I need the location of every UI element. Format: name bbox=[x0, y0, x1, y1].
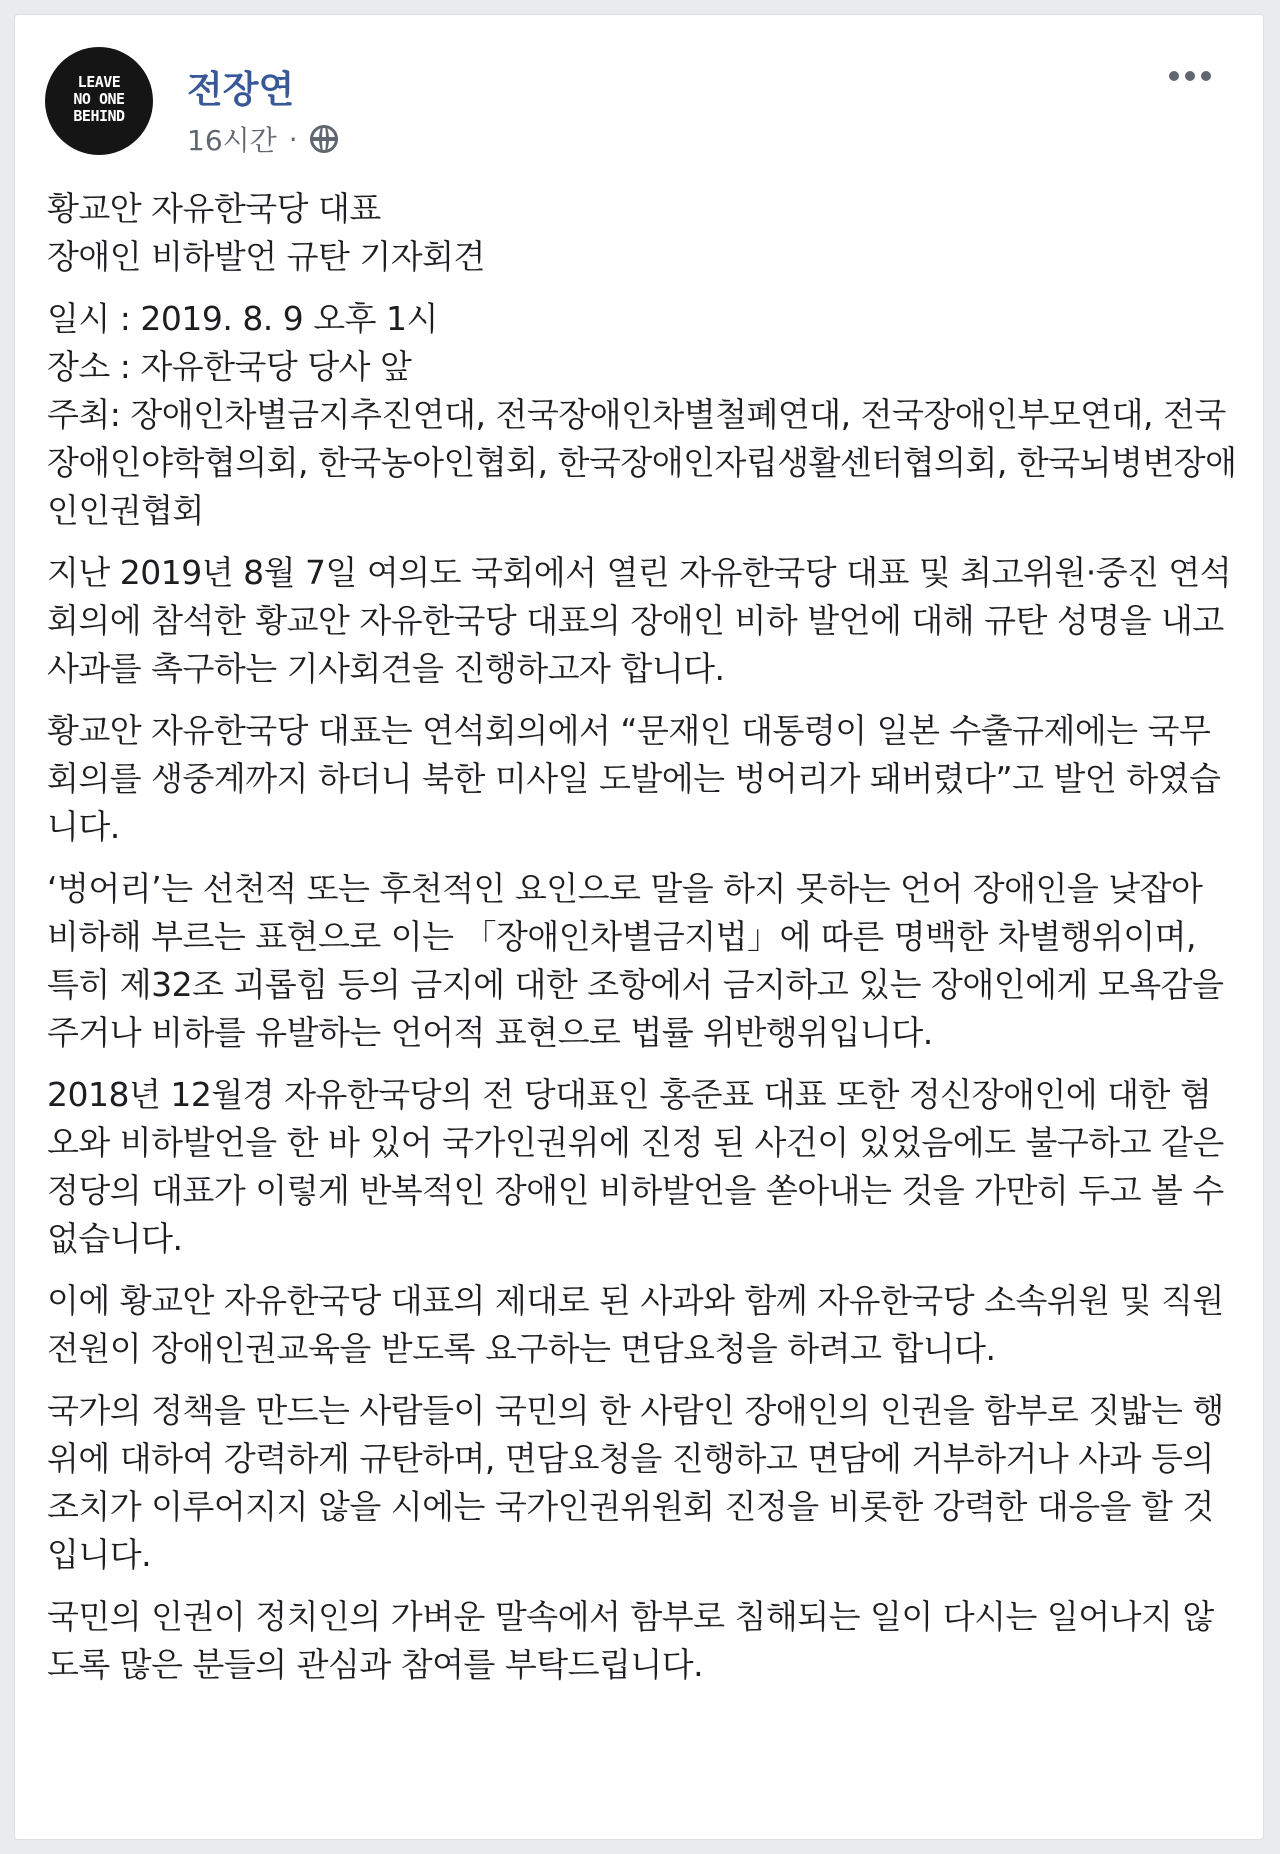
more-dot bbox=[1201, 71, 1211, 81]
more-dot bbox=[1169, 71, 1179, 81]
post-body bbox=[47, 185, 1237, 1703]
event-place: 장소 : 자유한국당 당사 앞 bbox=[47, 347, 412, 386]
more-dot bbox=[1185, 71, 1195, 81]
body-paragraph: 2018년 12월경 자유한국당의 전 당대표인 홍준표 대표 또한 정신장애인에 대한 혐오와 비하발언을 한 바 있어 국가인권위에 진정 된 사건이 있었음에도 불구하고 같은 정당의 대표가 이렇게 반복적인 장애인 비하발언을 쏟아내는 것을 가만히 두고 볼 수 없습니다. bbox=[47, 1075, 1224, 1258]
event-hosts: 주최: 장애인차별금지추진연대, 전국장애인차별철폐연대, 전국장애인부모연대, 전국장애인야학협의회, 한국농아인협회, 한국장애인자립생활센터협의회, 한국뇌병변장애인인권협회 bbox=[47, 395, 1237, 530]
title-line: 황교안 자유한국당 대표 bbox=[47, 189, 381, 228]
author-name[interactable]: 전장연 bbox=[187, 68, 295, 111]
avatar-text-line: NO ONE bbox=[73, 90, 125, 108]
event-date: 일시 : 2019. 8. 9 오후 1시 bbox=[47, 299, 438, 338]
more-options-icon[interactable] bbox=[1163, 65, 1217, 87]
body-paragraph: 황교안 자유한국당 대표는 연석회의에서 “문재인 대통령이 일본 수출규제에는 국무회의를 생중계까지 하더니 북한 미사일 도발에는 벙어리가 돼버렸다”고 발언 하였습니다. bbox=[47, 711, 1221, 846]
post-meta bbox=[187, 119, 338, 159]
post-header bbox=[45, 47, 1225, 157]
body-paragraph: 이에 황교안 자유한국당 대표의 제대로 된 사과와 함께 자유한국당 소속위원 및 직원 전원이 장애인권교육을 받도록 요구하는 면담요청을 하려고 합니다. bbox=[47, 1281, 1224, 1368]
globe-icon[interactable] bbox=[310, 125, 338, 153]
body-paragraph: 지난 2019년 8월 7일 여의도 국회에서 열린 자유한국당 대표 및 최고위원·중진 연석회의에 참석한 황교안 자유한국당 대표의 장애인 비하 발언에 대해 규탄 성명을 내고 사과를 촉구하는 기사회견을 진행하고자 합니다. bbox=[47, 553, 1232, 688]
body-paragraph: 국민의 인권이 정치인의 가벼운 말속에서 함부로 침해되는 일이 다시는 일어나지 않도록 많은 분들의 관심과 참여를 부탁드립니다. bbox=[47, 1597, 1214, 1684]
title-line: 장애인 비하발언 규탄 기자회견 bbox=[47, 237, 485, 276]
event-info bbox=[47, 295, 1237, 535]
meta-separator: · bbox=[288, 122, 298, 156]
body-paragraph: ‘벙어리’는 선천적 또는 후천적인 요인으로 말을 하지 못하는 언어 장애인을 낮잡아 비하해 부르는 표현으로 이는 「장애인차별금지법」에 따른 명백한 차별행위이며, 특히 제32조 괴롭힘 등의 금지에 대한 조항에서 금지하고 있는 장애인에게 모욕감을 주거나 비하를 유발하는 언어적 표현으로 법률 위반행위입니다. bbox=[47, 869, 1224, 1052]
post-card bbox=[14, 14, 1264, 1840]
post-time[interactable]: 16시간 bbox=[187, 124, 277, 157]
avatar-text-line: BEHIND bbox=[73, 107, 125, 125]
post-title bbox=[47, 185, 1237, 281]
avatar-text-line: LEAVE bbox=[77, 73, 121, 91]
body-paragraph: 국가의 정책을 만드는 사람들이 국민의 한 사람인 장애인의 인권을 함부로 짓밟는 행위에 대하여 강력하게 규탄하며, 면담요청을 진행하고 면담에 거부하거나 사과 등의 조치가 이루어지지 않을 시에는 국가인권위원회 진정을 비롯한 강력한 대응을 할 것입니다. bbox=[47, 1391, 1224, 1574]
avatar[interactable] bbox=[45, 47, 153, 155]
